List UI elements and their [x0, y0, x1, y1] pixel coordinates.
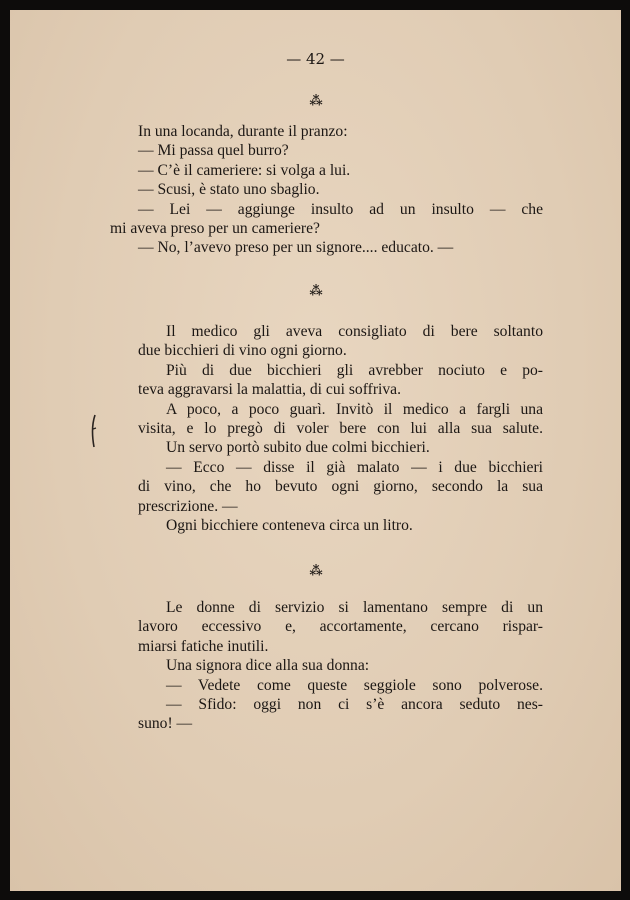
dialogue-line: — C’è il cameriere: si volga a lui. [138, 161, 351, 179]
dialogue-continuation: di vino, che ho bevuto ogni giorno, secondo la sua [138, 478, 543, 496]
paragraph-line: Ogni bicchiere conteneva circa un litro. [166, 517, 413, 535]
paragraph-line: A poco, a poco guarì. Invitò il medico a fargli una [166, 400, 543, 418]
dialogue-line: — Ecco — disse il già malato — i due bicchieri [166, 458, 543, 476]
paragraph-line: miarsi fatiche inutili. [138, 637, 269, 655]
paragraph-line: In una locanda, durante il pranzo: [138, 123, 348, 140]
book-page [10, 10, 621, 891]
dialogue-line: — Sfido: oggi non ci s’è ancora seduto nes- [166, 696, 543, 714]
anecdote-3 [138, 598, 543, 734]
dialogue-line: — Scusi, è stato uno sbaglio. [138, 181, 320, 199]
section-ornament-1: ⁂ [309, 94, 322, 109]
paragraph-line: Un servo portò subito due colmi bicchieri. [166, 439, 430, 457]
dialogue-continuation: prescrizione. — [138, 497, 238, 515]
pencil-margin-mark [90, 414, 98, 448]
paragraph-line: visita, e lo pregò di voler bere con lui alla sua salute. [138, 420, 543, 438]
paragraph-line: Il medico gli aveva consigliato di bere soltanto [166, 323, 543, 340]
dialogue-line: — Mi passa quel burro? [138, 142, 289, 160]
paragraph-line: teva aggravarsi la malattia, di cui soffriva. [138, 381, 401, 399]
paragraph-line: Una signora dice alla sua donna: [166, 657, 370, 675]
page-number: — 42 — [286, 50, 345, 68]
section-ornament-2: ⁂ [309, 284, 322, 299]
paragraph-line: Le donne di servizio si lamentano sempre di un [166, 599, 543, 616]
dialogue-continuation: suno! — [138, 715, 193, 733]
section-ornament-3: ⁂ [309, 564, 322, 579]
anecdote-1 [110, 122, 543, 258]
paragraph-line: lavoro eccessivo e, accortamente, cercano rispar- [138, 618, 543, 636]
dialogue-continuation: mi aveva preso per un cameriere? [110, 220, 320, 238]
dialogue-line: — No, l’avevo preso per un signore.... educato. — [138, 239, 454, 257]
dialogue-line: — Vedete come queste seggiole sono polverose. [166, 676, 543, 694]
paragraph-line: due bicchieri di vino ogni giorno. [138, 342, 347, 360]
dialogue-line: — Lei — aggiunge insulto ad un insulto — che [138, 200, 543, 218]
paragraph-line: Più di due bicchieri gli avrebber nociuto e po- [166, 361, 543, 379]
anecdote-2 [138, 322, 543, 535]
